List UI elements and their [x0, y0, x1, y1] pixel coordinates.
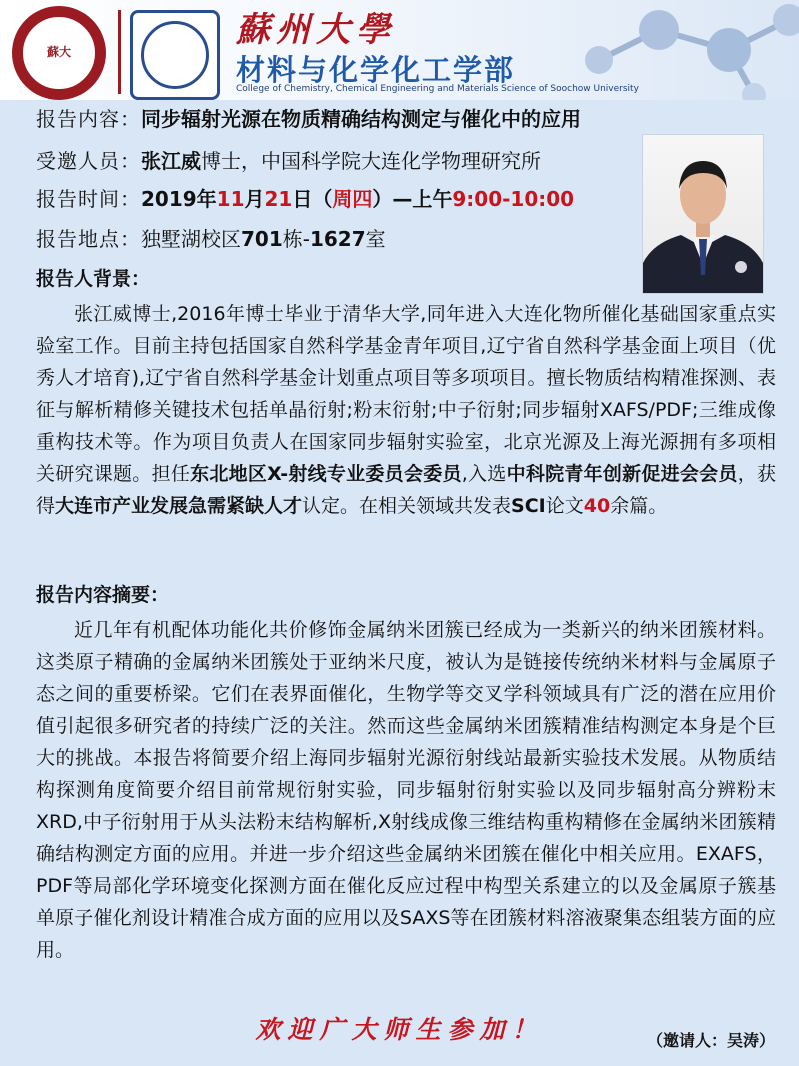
speaker-portrait-image [643, 135, 763, 293]
speaker-title: 博士，中国科学院大连化学物理研究所 [201, 149, 541, 173]
abstract-paragraph: 近几年有机配体功能化共价修饰金属纳米团簇已经成为一类新兴的纳米团簇材料。这类原子精确的金属纳米团簇处于亚纳米尺度，被认为是链接传统纳米材料与金属原子态之间的重要桥梁。它们在表界面催化，生物学等交叉学科领域具有广泛的潜在应用价值引起很多研究者的持续广泛的关注。然而这些金属纳米团簇精准结构测定本身是个巨大的挑战。本报告将简要介绍上海同步辐射光源衍射线站最新实验技术发展。从物质结构探测角度简要介绍目前常规衍射实验，同步辐射衍射实验以及同步辐射高分辨粉末XRD,中子衍射用于从头法粉末结构解析,X射线成像三维结构重构精修在金属纳米团簇精确结构测定方面的应用。并进一步介绍这些金属纳米团簇在催化中相关应用。EXAFS，PDF等局部化学环境变化探测方面在催化反应过程中构型关系建立的以及金属原子簇基单原子催化剂设计精准合成方面的应用以及SAXS等在团簇材料溶液聚集态组装方面的应用。 [36, 619, 776, 961]
background-text-6: 余篇。 [610, 495, 668, 517]
time-row [36, 184, 574, 214]
university-name: 蘇州大學 [236, 10, 396, 50]
welcome-message: 欢迎广大师生参加！ [255, 1015, 544, 1044]
time-mid: ）—上午 [372, 187, 453, 211]
background-heading: 报告人背景： [36, 268, 151, 290]
place-post: 室 [365, 227, 386, 251]
speaker-name: 张江威 [141, 149, 201, 173]
background-bold-3: 大连市产业发展急需紧缺人才 [55, 495, 303, 517]
background-text-5: 论文 [545, 495, 584, 517]
department-badge-logo [130, 10, 220, 100]
logo-divider [118, 10, 121, 94]
topic-row [36, 104, 581, 134]
time-label: 报告时间： [36, 187, 141, 211]
header-banner [0, 0, 799, 100]
department-english-name: College of Chemistry, Chemical Engineering and Materials Science of Soochow University [236, 84, 639, 94]
background-text-2: ,入选 [461, 463, 507, 485]
topic-label: 报告内容： [36, 107, 141, 131]
abstract-heading: 报告内容摘要： [36, 584, 170, 606]
time-year: 2019年 [141, 187, 217, 211]
background-bold-1: 东北地区X-射线专业委员会委员 [190, 463, 462, 485]
background-text-3: ，获得 [36, 463, 776, 517]
place-building: 701 [241, 227, 283, 251]
time-weekday: 周四 [332, 187, 373, 211]
place-row [36, 224, 386, 254]
speaker-label: 受邀人员： [36, 149, 141, 173]
university-seal-logo [12, 6, 106, 100]
time-day-unit: 日（ [292, 187, 333, 211]
time-range: 9:00-10:00 [452, 187, 575, 211]
seal-center: 蘇大 [23, 17, 95, 89]
background-text-1: 张江威博士,2016年博士毕业于清华大学,同年进入大连化物所催化基础国家重点实验室工作。目前主持包括国家自然科学基金青年项目,辽宁省自然科学基金面上项目（优秀人才培育),辽宁省自然科学基金计划重点项目等多项项目。擅长物质结构精准探测、表征与解析精修关键技术包括单晶衍射;粉末衍射;中子衍射;同步辐射XAFS/PDF;三维成像重构技术等。作为项目负责人在国家同步辐射实验室，北京光源及上海光源拥有多项相关研究课题。担任 [36, 303, 776, 485]
place-mid: 栋- [282, 227, 310, 251]
molecule-decoration [539, 0, 799, 100]
place-label: 报告地点： [36, 227, 141, 251]
department-name: 材料与化学化工学部 [236, 53, 516, 87]
inviter-note: （邀请人：吴涛） [646, 1031, 775, 1050]
time-day: 21 [264, 187, 293, 211]
place-campus: 独墅湖校区 [141, 227, 241, 251]
background-text-4: 认定。在相关领域共发表 [302, 495, 512, 517]
time-month: 11 [216, 187, 245, 211]
place-room: 1627 [309, 227, 366, 251]
badge-ring [141, 21, 209, 89]
speaker-row [36, 146, 541, 176]
background-bold-2: 中科院青年创新促进会会员 [506, 463, 738, 485]
time-month-unit: 月 [244, 187, 265, 211]
background-red-1: 40 [583, 495, 611, 517]
topic-value: 同步辐射光源在物质精确结构测定与催化中的应用 [141, 107, 581, 131]
background-paragraph [36, 298, 776, 522]
speaker-photo [642, 134, 764, 294]
background-bold-4: SCI [511, 495, 546, 517]
